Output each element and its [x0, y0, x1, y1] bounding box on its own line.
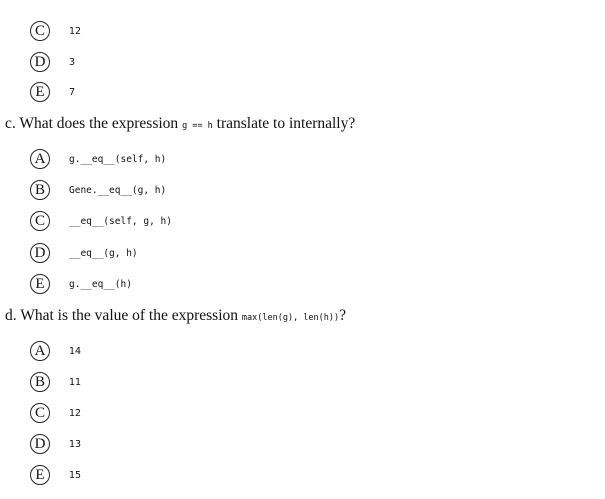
option-letter-circle[interactable]: D: [30, 434, 50, 454]
choice-option[interactable]: [30, 463, 81, 487]
choice-option[interactable]: [30, 178, 166, 202]
option-value: 14: [69, 345, 82, 357]
option-letter-circle[interactable]: E: [30, 465, 50, 485]
question-c-suffix: translate to internally?: [212, 115, 356, 132]
option-value: g.__eq__(h): [69, 278, 132, 290]
option-value: 11: [69, 376, 82, 388]
option-value: 12: [69, 407, 82, 419]
option-value: 3: [69, 56, 76, 68]
question-d: [5, 307, 346, 325]
option-letter-circle[interactable]: C: [30, 211, 50, 231]
option-value: g.__eq__(self, h): [69, 153, 167, 165]
option-letter-circle[interactable]: E: [30, 82, 50, 102]
option-letter-circle[interactable]: D: [30, 52, 50, 72]
option-letter-circle[interactable]: E: [30, 274, 50, 294]
option-letter-circle[interactable]: D: [30, 243, 50, 263]
option-letter-circle[interactable]: A: [30, 341, 50, 361]
option-letter-circle[interactable]: B: [30, 372, 50, 392]
question-d-suffix: ?: [339, 307, 347, 324]
choice-option[interactable]: [30, 272, 132, 296]
choice-option[interactable]: [30, 339, 81, 363]
option-value: 7: [69, 86, 76, 98]
option-letter-circle[interactable]: C: [30, 403, 50, 423]
choice-option[interactable]: [30, 209, 172, 233]
choice-option[interactable]: [30, 401, 81, 425]
option-value: 12: [69, 25, 82, 37]
option-letter-circle[interactable]: B: [30, 180, 50, 200]
option-value: Gene.__eq__(g, h): [69, 184, 167, 196]
choice-option[interactable]: [30, 241, 138, 265]
choice-option[interactable]: [30, 50, 75, 74]
choice-option[interactable]: [30, 80, 75, 104]
option-letter-circle[interactable]: A: [30, 149, 50, 169]
option-value: __eq__(g, h): [69, 247, 138, 259]
question-c: [5, 115, 355, 133]
choice-option[interactable]: [30, 147, 166, 171]
question-c-prefix: c. What does the expression: [5, 115, 183, 132]
option-value: 15: [69, 469, 82, 481]
question-d-prefix: d. What is the value of the expression: [5, 307, 242, 324]
choice-option[interactable]: [30, 370, 81, 394]
choice-option[interactable]: [30, 19, 81, 43]
choice-option[interactable]: [30, 432, 81, 456]
question-d-code: max(len(g), len(h)): [241, 313, 340, 323]
option-value: 13: [69, 438, 82, 450]
option-letter-circle[interactable]: C: [30, 21, 50, 41]
question-c-code: g == h: [182, 121, 213, 131]
option-value: __eq__(self, g, h): [69, 215, 172, 227]
